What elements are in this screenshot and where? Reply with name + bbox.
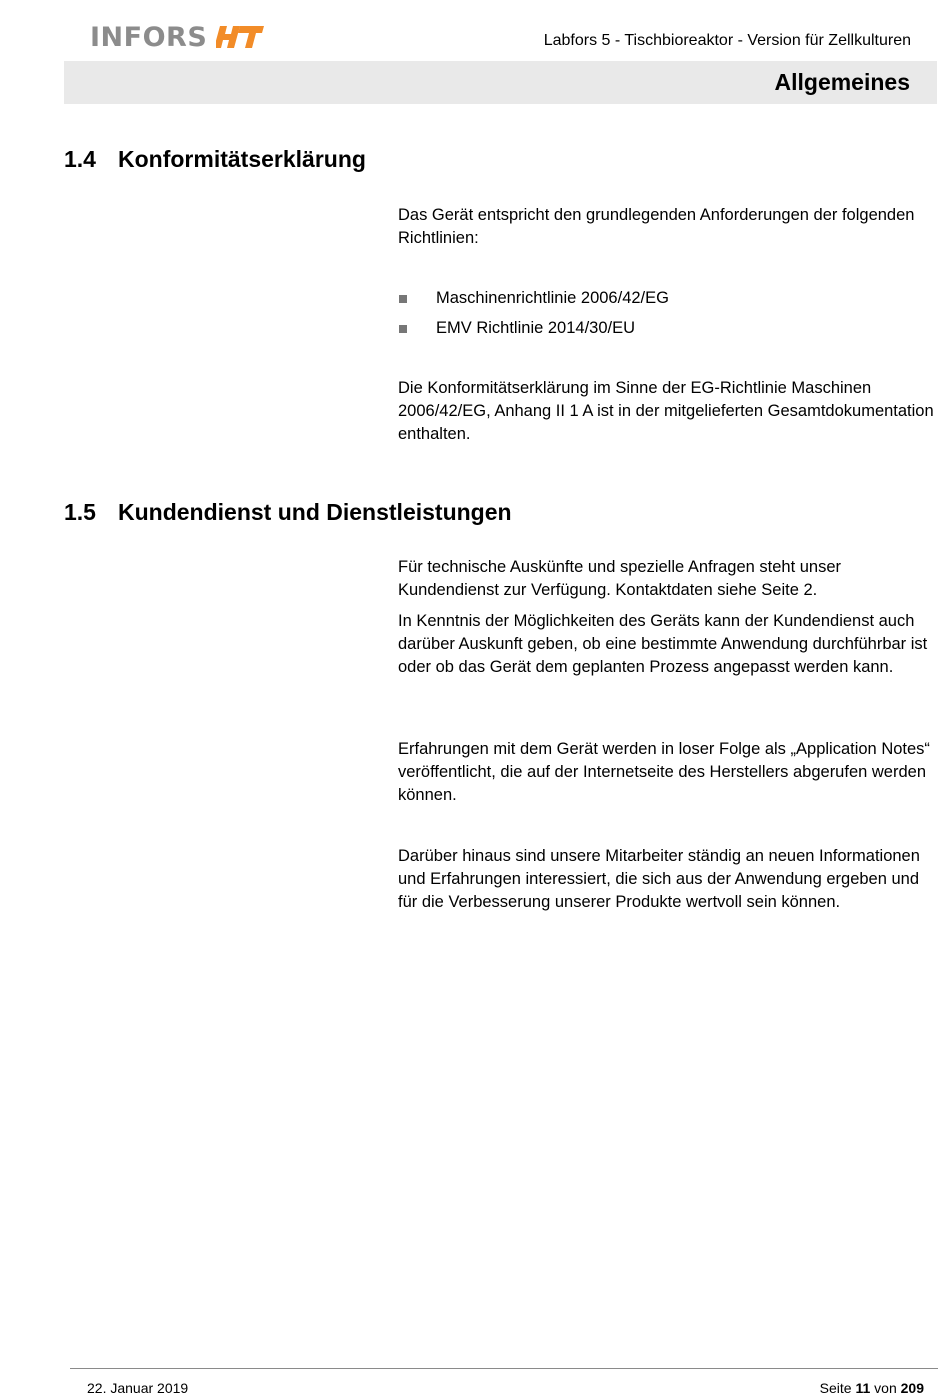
document-title: Labfors 5 - Tischbioreaktor - Version für Zellkulturen xyxy=(543,32,911,49)
section-1-4-outro xyxy=(398,377,938,446)
list-item: EMV Richtlinie 2014/30/EU xyxy=(398,317,938,340)
section-1-5-body-b xyxy=(398,738,938,807)
bullet-square-icon xyxy=(399,325,407,333)
paragraph: In Kenntnis der Möglichkeiten des Geräts kann der Kundendienst auch darüber Auskunft geben, ob eine bestimmte Anwendung durchführbar ist oder ob das Gerät dem geplanten Prozess angepasst werden kann. xyxy=(398,612,928,676)
chapter-title: Allgemeines xyxy=(774,69,910,95)
paragraph: Darüber hinaus sind unsere Mitarbeiter ständig an neuen Informationen und Erfahrungen interessiert, die sich aus der Anwendung ergeben und für die Verbesserung unserer Produkte wertvoll sein können. xyxy=(398,847,920,911)
footer-divider xyxy=(70,1368,938,1369)
current-page: 11 xyxy=(855,1380,871,1396)
list-item: Maschinenrichtlinie 2006/42/EG xyxy=(398,287,938,310)
section-number: 1.4 xyxy=(64,146,96,172)
directive-list xyxy=(398,287,938,347)
bullet-square-icon xyxy=(399,295,407,303)
paragraph: Die Konformitätserklärung im Sinne der EG-Richtlinie Maschinen 2006/42/EG, Anhang II 1 A ist in der mitgelieferten Gesamtdokumentation enthalten. xyxy=(398,379,934,443)
section-1-5-body-a xyxy=(398,556,938,679)
chapter-band xyxy=(64,61,937,104)
section-1-5-body-c xyxy=(398,845,938,914)
section-title: Konformitätserklärung xyxy=(118,146,366,172)
paragraph: Erfahrungen mit dem Gerät werden in loser Folge als „Application Notes“ veröffentlicht, die auf der Internetseite des Herstellers abgerufen werden können. xyxy=(398,740,930,804)
company-logo xyxy=(90,20,264,54)
total-pages: 209 xyxy=(900,1380,924,1396)
section-title: Kundendienst und Dienstleistungen xyxy=(118,499,512,525)
logo-wordmark: INFORS xyxy=(90,21,208,53)
section-number: 1.5 xyxy=(64,499,96,525)
paragraph: Das Gerät entspricht den grundlegenden Anforderungen der folgenden Richtlinien: xyxy=(398,206,915,247)
footer-date: 22. Januar 2019 xyxy=(87,1380,189,1396)
section-heading-1-5 xyxy=(64,499,512,526)
section-heading-1-4 xyxy=(64,146,366,173)
page-number: Seite 11 von 209 xyxy=(819,1380,924,1396)
section-1-4-intro xyxy=(398,204,938,250)
paragraph: Für technische Auskünfte und spezielle Anfragen steht unser Kundendienst zur Verfügung. Kontaktdaten siehe Seite 2. xyxy=(398,558,842,599)
logo-ht-mark xyxy=(216,24,264,50)
